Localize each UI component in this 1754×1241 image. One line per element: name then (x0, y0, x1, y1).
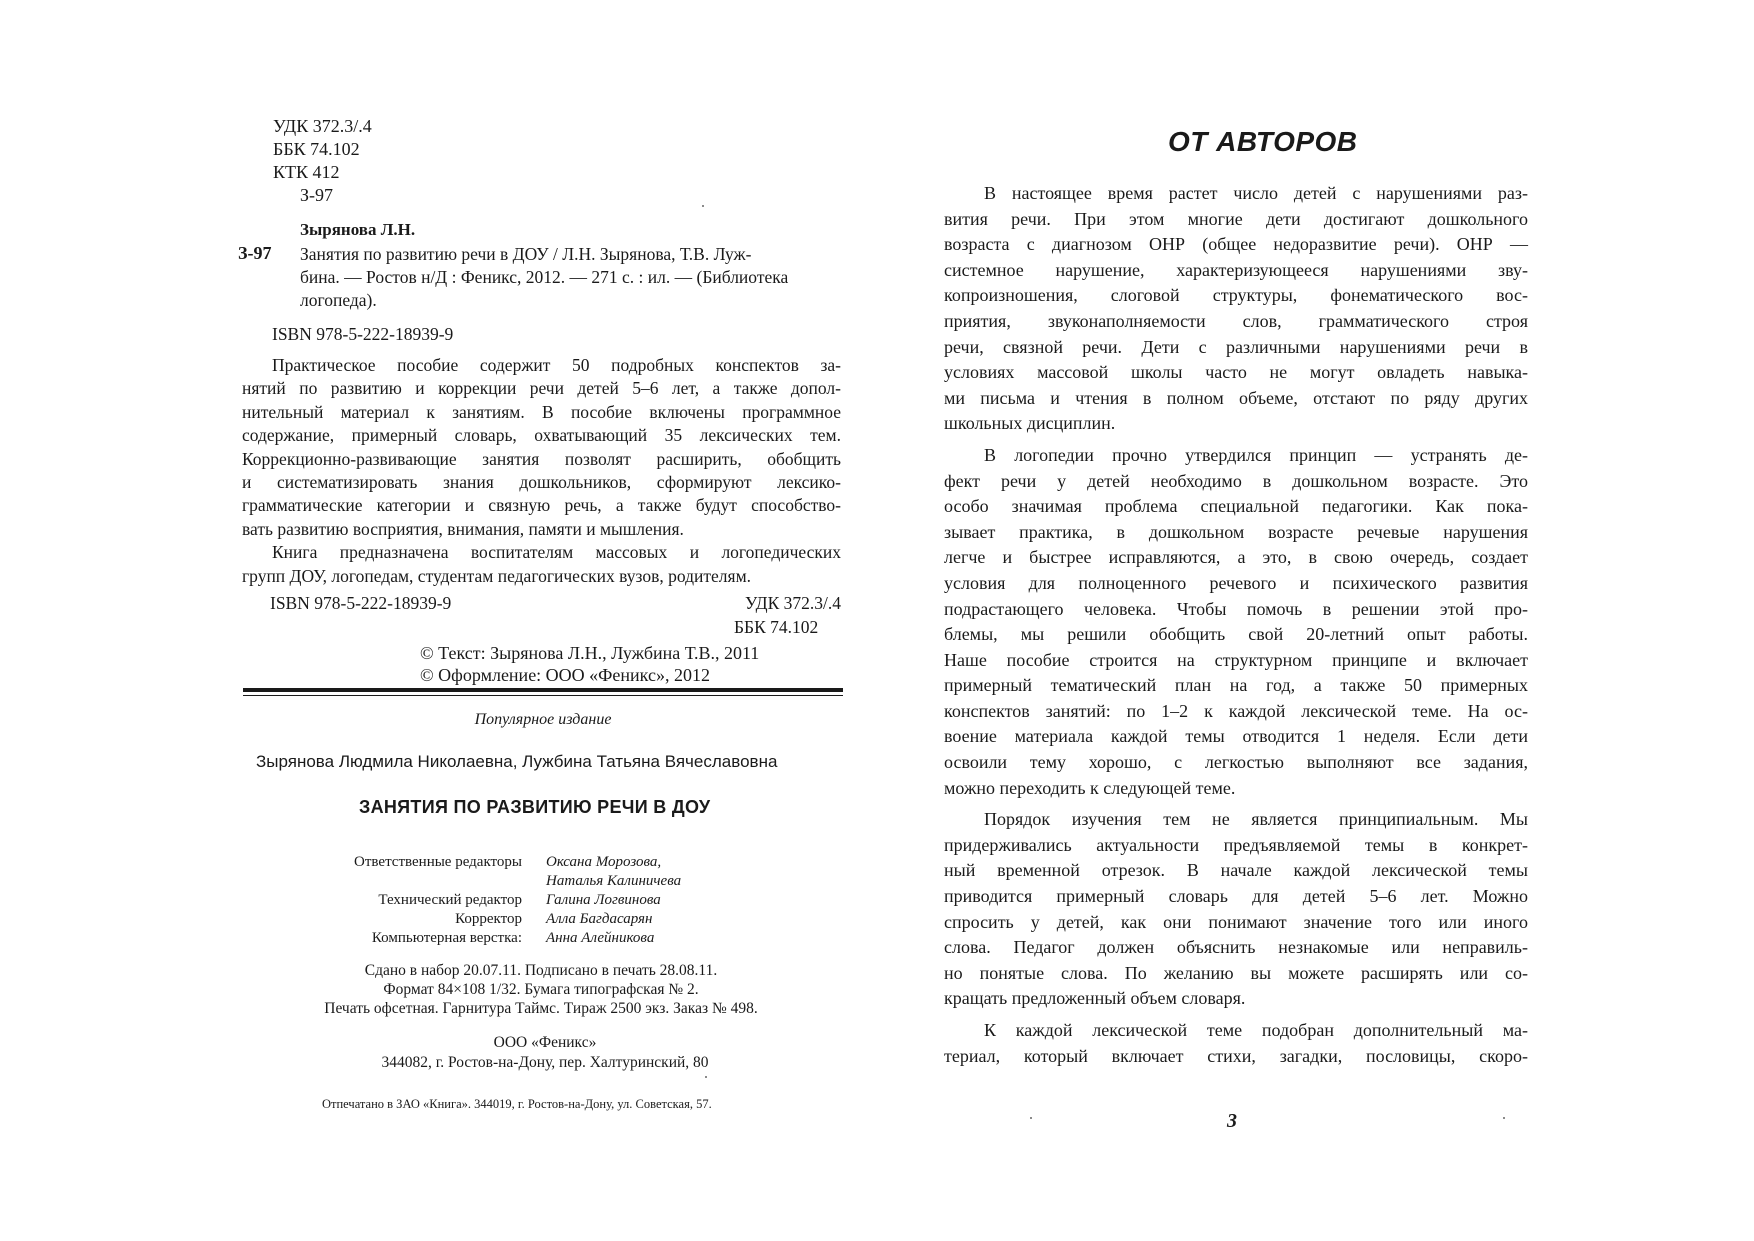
copyright-text: © Текст: Зырянова Л.Н., Лужбина Т.В., 2011 (420, 643, 760, 663)
text-line: К каждой лексической теме подобран дополнительный ма- (984, 1020, 1528, 1040)
text-line: кращать предложенный объем словаря. (944, 988, 1246, 1009)
text-line: В настоящее время растет число детей с нарушениями раз- (984, 183, 1528, 203)
text-line: можно переходить к следующей теме. (944, 777, 1236, 798)
scan-speck (705, 1076, 707, 1078)
bbk-code: ББК 74.102 (273, 139, 360, 159)
publisher-address: 344082, г. Ростов-на-Дону, пер. Халтуринский, 80 (381, 1054, 709, 1071)
annotation-line: Книга предназначена воспитателям массовых и логопедических (272, 542, 841, 563)
bbk-bottom: ББК 74.102 (734, 617, 819, 637)
authors-full-names: Зырянова Людмила Николаевна, Лужбина Татьяна Вячеславовна (256, 752, 778, 771)
author-code: З-97 (238, 243, 272, 263)
isbn-udk-row (270, 593, 841, 614)
text-line: фект речи у детей необходимо в дошкольном возрасте. Это (944, 470, 1528, 491)
annotation-line: Коррекционно-развивающие занятия позволят расширить, обобщить (242, 448, 841, 469)
scan-speck (1503, 1117, 1505, 1119)
annotation-line: групп ДОУ, логопедам, студентам педагогических вузов, родителям. (242, 565, 752, 586)
biblio-line: бина. — Ростов н/Д : Феникс, 2012. — 271 с. : ил. — (Библиотека (300, 267, 789, 287)
biblio-line: Занятия по развитию речи в ДОУ / Л.Н. Зырянова, Т.В. Луж- (300, 244, 752, 264)
text-line: но понятые слова. По желанию вы можете расширять или со- (944, 962, 1528, 983)
credit-name: Анна Алейникова (546, 930, 655, 946)
annotation-line: вать развитию восприятия, внимания, памяти и мышления. (242, 518, 684, 539)
text-line: Порядок изучения тем не является принципиальным. Мы (984, 809, 1528, 830)
biblio-line: логопеда). (300, 290, 377, 310)
annotation-line: грамматические категории и связную речь, а также будут способство- (242, 495, 841, 516)
preface-text (944, 181, 1528, 1069)
credit-role: Корректор (455, 911, 522, 927)
credit-name: Наталья Калиничева (546, 873, 682, 889)
page-number: 3 (1227, 1110, 1237, 1132)
print-info (0, 961, 1082, 1018)
annotation-line: нительный материал к занятиям. В пособие включены программное (242, 401, 841, 422)
annotation-line: нятий по развитию и коррекции речи детей 5–6 лет, а также допол- (242, 378, 841, 399)
chapter-heading: ОТ АВТОРОВ (1168, 126, 1358, 157)
copyright-design: © Оформление: ООО «Феникс», 2012 (420, 665, 710, 685)
text-line: слова. Педагог должен объяснить незнакомые или неправиль- (944, 937, 1528, 958)
credit-role: Технический редактор (378, 892, 522, 908)
text-line: придерживались актуальности предъявляемой темы в конкрет- (944, 834, 1528, 855)
credit-name: Галина Логвинова (546, 892, 661, 908)
text-line: Наше пособие строится на структурном принципе и включает (944, 649, 1528, 670)
text-line: копроизношения, слоговой структуры, фонематического вос- (944, 285, 1528, 306)
text-line: освоили тему хорошо, с легкостью выполняют все задания, (944, 752, 1528, 773)
text-line: примерный тематический план на год, а также 50 примерных (944, 675, 1528, 696)
classification-block (273, 115, 372, 207)
credit-name: Оксана Морозова, (546, 854, 662, 870)
text-line: ный временной отрезок. В начале каждой лексической темы (944, 860, 1528, 881)
text-line: приятия, звуконаполняемости слов, грамматического строя (944, 310, 1528, 331)
book-title: ЗАНЯТИЯ ПО РАЗВИТИЮ РЕЧИ В ДОУ (359, 797, 711, 817)
credit-role: Компьютерная верстка: (371, 930, 522, 946)
text-line: вития речи. При этом многие дети достигают дошкольного (944, 208, 1528, 229)
divider-thin (243, 695, 843, 696)
text-line: условия для полноценного речевого и психического развития (944, 572, 1528, 593)
text-line: условиях массовой школы часто не могут овладеть навыка- (944, 362, 1528, 383)
text-line: В логопедии прочно утвердился принцип — устранять де- (984, 444, 1528, 465)
print-info-line: Формат 84×108 1/32. Бумага типографская № 2. (383, 981, 699, 998)
text-line: приводится примерный словарь для детей 5–6 лет. Можно (944, 886, 1528, 907)
author-mark: З-97 (300, 185, 334, 205)
bibliographic-description (300, 243, 840, 312)
annotation-line: и систематизировать знания дошкольников, сформируют лексико- (242, 472, 841, 493)
credit-role: Ответственные редакторы (354, 854, 522, 870)
divider-thick (243, 688, 843, 692)
udk-code: УДК 372.3/.4 (273, 116, 372, 136)
scan-speck (702, 205, 704, 207)
annotation-line: Практическое пособие содержит 50 подробных конспектов за- (272, 355, 841, 375)
udk-bottom: УДК 372.3/.4 (745, 593, 841, 613)
text-line: речи, связной речи. Дети с различными нарушениями речи в (944, 336, 1528, 357)
print-info-line: Печать офсетная. Гарнитура Таймс. Тираж 2500 экз. Заказ № 498. (324, 1000, 758, 1017)
publisher-block (0, 1033, 1090, 1073)
text-line: воение материала каждой темы отводится 1 неделя. Если дети (944, 726, 1528, 747)
publisher-name: ООО «Феникс» (493, 1034, 597, 1051)
text-line: спросить у детей, как они понимают значение того или иного (944, 911, 1528, 932)
isbn-bottom: ISBN 978-5-222-18939-9 (270, 593, 452, 613)
print-info-line: Сдано в набор 20.07.11. Подписано в печать 28.08.11. (364, 962, 718, 979)
author-heading: Зырянова Л.Н. (300, 220, 416, 239)
text-line: особо значимая проблема специальной педагогики. Как пока- (944, 496, 1528, 517)
text-line: конспектов занятий: по 1–2 к каждой лексической теме. На ос- (944, 700, 1528, 721)
text-line: блемы, мы решили обобщить свой 20-летний опыт работы. (944, 624, 1528, 645)
text-line: школьных дисциплин. (944, 413, 1116, 434)
annotation (242, 354, 841, 588)
annotation-line: содержание, примерный словарь, охватывающий 35 лексических тем. (242, 425, 841, 446)
text-line: системное нарушение, характеризующееся нарушениями зву- (944, 259, 1528, 280)
text-line: легче и быстрее исправляются, а это, в свою очередь, создает (944, 547, 1528, 568)
isbn-top: ISBN 978-5-222-18939-9 (272, 324, 454, 344)
scan-speck (1030, 1117, 1032, 1119)
text-line: зывает практика, в дошкольном возрасте речевые нарушения (944, 521, 1528, 542)
popular-edition-label: Популярное издание (474, 711, 612, 728)
text-line: ми письма и чтения в полном объеме, отстают по ряду других (944, 387, 1528, 408)
credit-name: Алла Багдасарян (546, 911, 653, 927)
ktk-code: КТК 412 (273, 162, 340, 182)
text-line: териал, который включает стихи, загадки, пословицы, скоро- (944, 1045, 1528, 1066)
text-line: возраста с диагнозом ОНР (общее недоразвитие речи). ОНР — (944, 234, 1528, 255)
text-line: подрастающего человека. Чтобы помочь в решении этой про- (944, 598, 1528, 619)
printer-info: Отпечатано в ЗАО «Книга». 344019, г. Ростов-на-Дону, ул. Советская, 57. (322, 1097, 712, 1111)
